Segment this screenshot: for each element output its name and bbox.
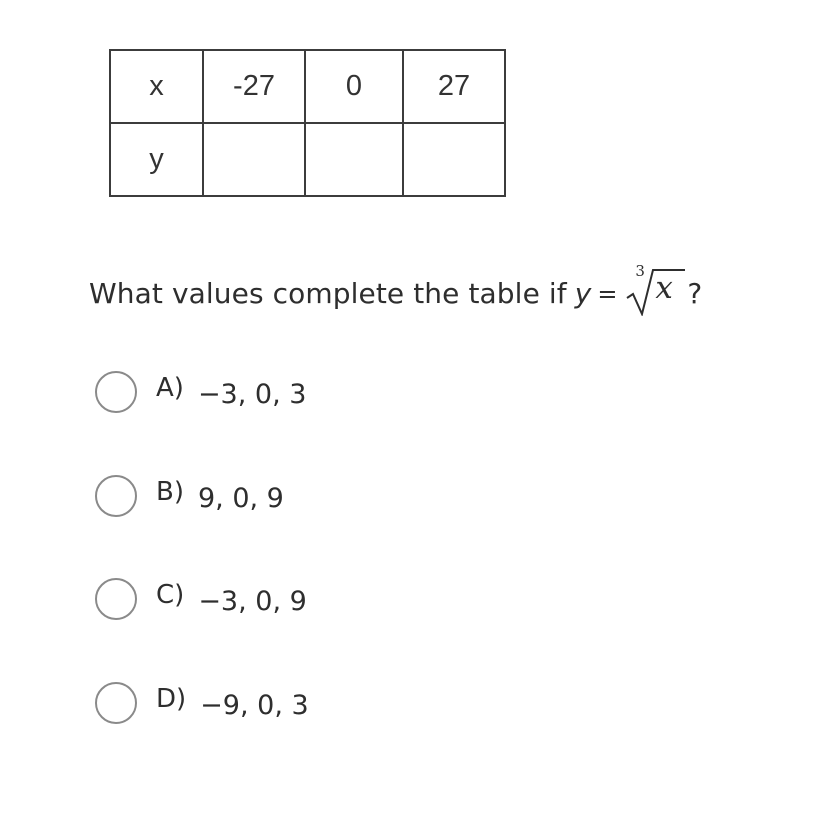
table-cell: -27 xyxy=(203,50,305,123)
radical-sign-icon xyxy=(623,264,685,316)
question-text: What values complete the table if xyxy=(89,277,567,310)
root-index: 3 xyxy=(635,262,645,280)
table-row-x xyxy=(110,50,505,123)
radicand: x xyxy=(655,270,673,306)
table-cell xyxy=(403,123,505,196)
question-prompt xyxy=(89,258,702,310)
option-text: −9, 0, 3 xyxy=(200,689,309,721)
option-b[interactable] xyxy=(95,473,284,519)
question-equals: = xyxy=(597,280,618,308)
table-cell xyxy=(203,123,305,196)
option-letter: C) xyxy=(156,580,185,610)
table-cell-header: x xyxy=(110,50,203,123)
table-cell-header: y xyxy=(110,123,203,196)
option-d[interactable] xyxy=(95,680,309,726)
value-table xyxy=(109,49,506,197)
option-text: −3, 0, 3 xyxy=(197,378,307,410)
option-letter: B) xyxy=(156,477,184,507)
table-cell xyxy=(305,123,403,196)
question-variable: y xyxy=(574,277,592,310)
option-text: −3, 0, 9 xyxy=(198,585,307,617)
radio-unselected-icon[interactable] xyxy=(95,578,137,620)
question-mark: ? xyxy=(687,277,703,310)
table-cell: 27 xyxy=(403,50,505,123)
radio-unselected-icon[interactable] xyxy=(95,371,137,413)
cube-root-expression xyxy=(623,264,685,316)
option-c[interactable] xyxy=(95,576,307,622)
option-letter: A) xyxy=(156,373,184,403)
radio-unselected-icon[interactable] xyxy=(95,475,137,517)
option-text: 9, 0, 9 xyxy=(197,482,284,514)
table-cell: 0 xyxy=(305,50,403,123)
radio-unselected-icon[interactable] xyxy=(95,682,137,724)
option-letter: D) xyxy=(156,684,187,714)
table-row-y xyxy=(110,123,505,196)
option-a[interactable] xyxy=(95,369,306,415)
